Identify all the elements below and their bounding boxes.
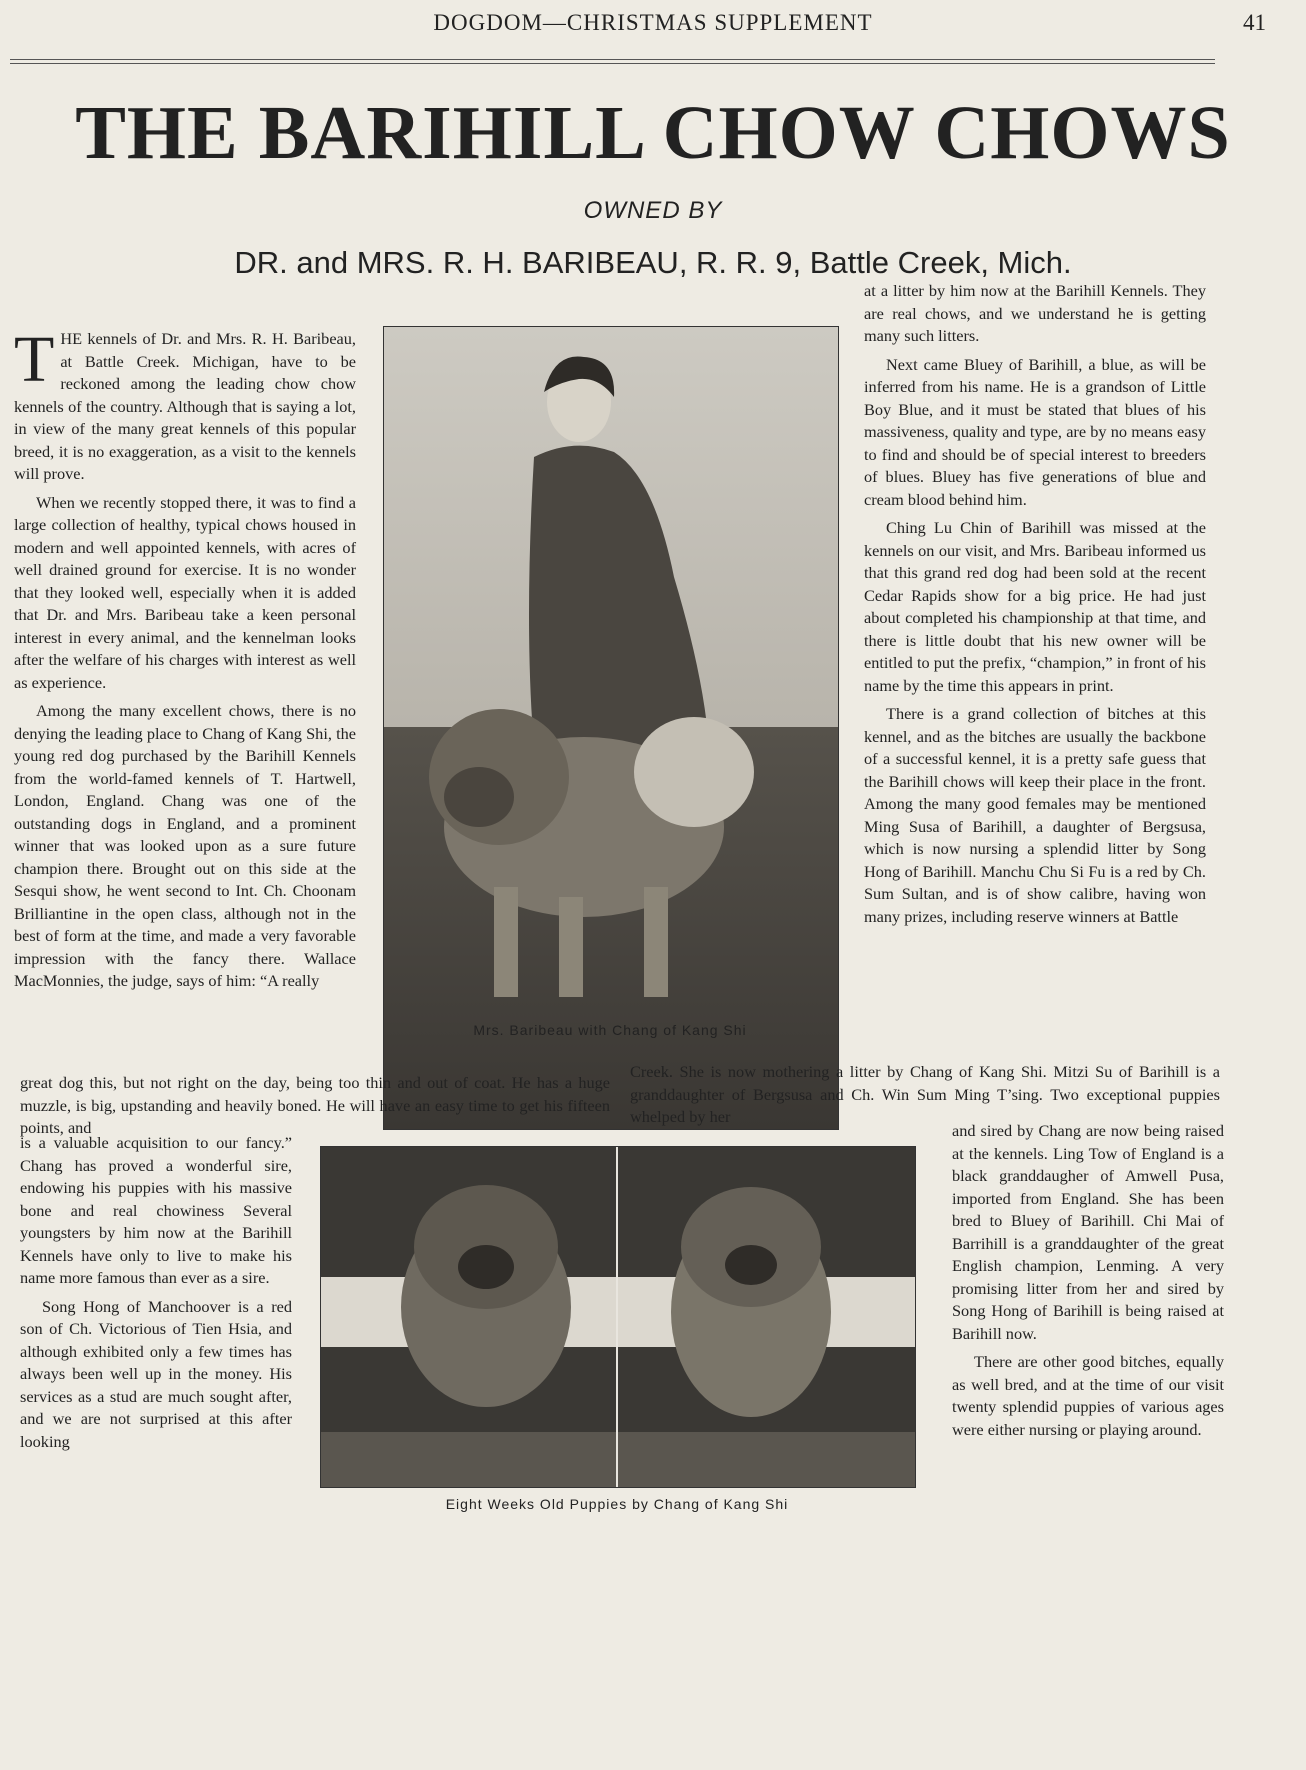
drop-cap: T [14,323,55,396]
paragraph-intro: THE kennels of Dr. and Mrs. R. H. Baribeau, at Battle Creek. Michigan, have to be reckoned among the leading chow chow kennels of the country. Although that is saying a lot, in view of the many great kennels of this popular breed, it is no exaggeration, as a visit to the kennels will prove. [14,323,356,483]
right-column [864,280,1206,934]
paragraph-bitches: There is a grand collection of bitches at this kennel, and as the bitches are usually the backbone of a successful kennel, it is a pretty safe guess that the Barihill chows will keep their place in the front. Among the many good females may be mentioned Ming Susa of Barihill, a daughter of Bergsusa, which is now nursing a splendid litter by Song Hong of Barihill. Manchu Chu Si Fu is a red by Ch. Sum Sultan, and is of show calibre, having won many prizes, including reserve winners at Battle [864,704,1206,926]
photo-woman-with-chow-image [384,327,838,1129]
right-wide-lines: Creek. She is now mothering a litter by Chang of Kang Shi. Mitzi Su of Barihill is a granddaughter of Bergsusa and Ch. Win Sum Ming T’sing. Two exceptional puppies whelped by her [630,1062,1220,1126]
photo-puppies-image [321,1147,915,1487]
main-photo-caption: Mrs. Baribeau with Chang of Kang Shi [473,1022,747,1038]
left-column-bottom [20,1132,292,1459]
header-rule [10,59,1215,60]
photo-puppies [320,1146,916,1488]
header-rule-2 [10,63,1215,64]
left-column [14,323,356,999]
left-wide-lines: great dog this, but not right on the day, being too thin and out of coat. He has a huge muzzle, is big, upstanding and heavily boned. He will have an easy time to get his fifteen points, and [20,1073,610,1137]
paragraph-closing: There are other good bitches, equally as well bred, and at the time of our visit twenty splendid puppies of various ages were either nursing or playing around. [952,1352,1224,1439]
paragraph-bluey: Next came Bluey of Barihill, a blue, as will be inferred from his name. He is a grandson of Little Boy Blue, and it must be stated that blues of his massiveness, quality and type, are by no means easy to find and should be of special interest to breeders of blues. Bluey has five generations of blue and cream blood behind him. [864,354,1206,509]
paragraph-kennels: When we recently stopped there, it was to find a large collection of healthy, typical chows housed in modern and well appointed kennels, with acres of well drained ground for exercise. It is no wonder that they looked well, especially when it is added that Dr. and Mrs. Baribeau take a keen personal interest in every animal, and the kennelman looks after the welfare of his charges with interest as well as experience. [14,492,356,692]
page-number: 41 [1243,10,1266,35]
owned-by-line: OWNED BY [583,197,723,224]
paragraph-chang-end: is a valuable acquisition to our fancy.” Chang has proved a wonderful sire, endowing his puppies with his massive bone and real chowiness Several youngsters by him now at the Barihill Kennels have only to live to make his name more famous than ever as a sire. [20,1133,292,1287]
puppies-photo-caption: Eight Weeks Old Puppies by Chang of Kang Shi [445,1496,789,1512]
paragraph-puppies-end: and sired by Chang are now being raised at the kennels. Ling Tow of England is a black granddaugher of Amwell Pusa, imported from England. She has been bred to Bluey of Barihill. Chi Mai of Barrihill is a granddaughter of the great English champion, Lenming. A very promising litter from her and sired by Song Hong of Barihill is being raised at Barihill now. [952,1121,1224,1343]
article-title: THE BARIHILL CHOW CHOWS [75,91,1231,175]
running-header: DOGDOM—CHRISTMAS SUPPLEMENT [433,10,873,35]
photo-woman-with-chow [383,326,839,1130]
paragraph-song-hong: Song Hong of Manchoover is a red son of Ch. Victorious of Tien Hsia, and although exhibited only a few times has always been well up in the money. His services as a stud are much sought after, and we are not surprised at this after looking [20,1296,292,1451]
paragraph-chang: Among the many excellent chows, there is no denying the leading place to Chang of Kang Shi, the young red dog purchased by the Barihill Kennels from the world-famed kennels of T. Hartwell, London, England. Chang was one of the outstanding dogs in England, and a prominent winner that was looked upon as a sure future champion there. Brought out on this side at the Sesqui show, he went second to Int. Ch. Choonam Brilliantine in the open class, although not in the best of form at the time, and made a very favorable impression with the fancy there. Wallace MacMonnies, the judge, says of him: “A really [14,701,356,990]
owners-line: DR. and MRS. R. H. BARIBEAU, R. R. 9, Battle Creek, Mich. [234,245,1072,280]
paragraph-ching: Ching Lu Chin of Barihill was missed at the kennels on our visit, and Mrs. Baribeau informed us that this grand red dog had been sold at the recent Cedar Rapids show for a big price. He had just about completed his championship at that time, and there is little doubt that his new owner will be entitled to put the prefix, “champion,” in front of his name by the time this appears in print. [864,518,1206,695]
paragraph-litter: at a litter by him now at the Barihill Kennels. They are real chows, and we understand he is getting many such litters. [864,281,1206,345]
right-column-bottom [952,1120,1224,1447]
